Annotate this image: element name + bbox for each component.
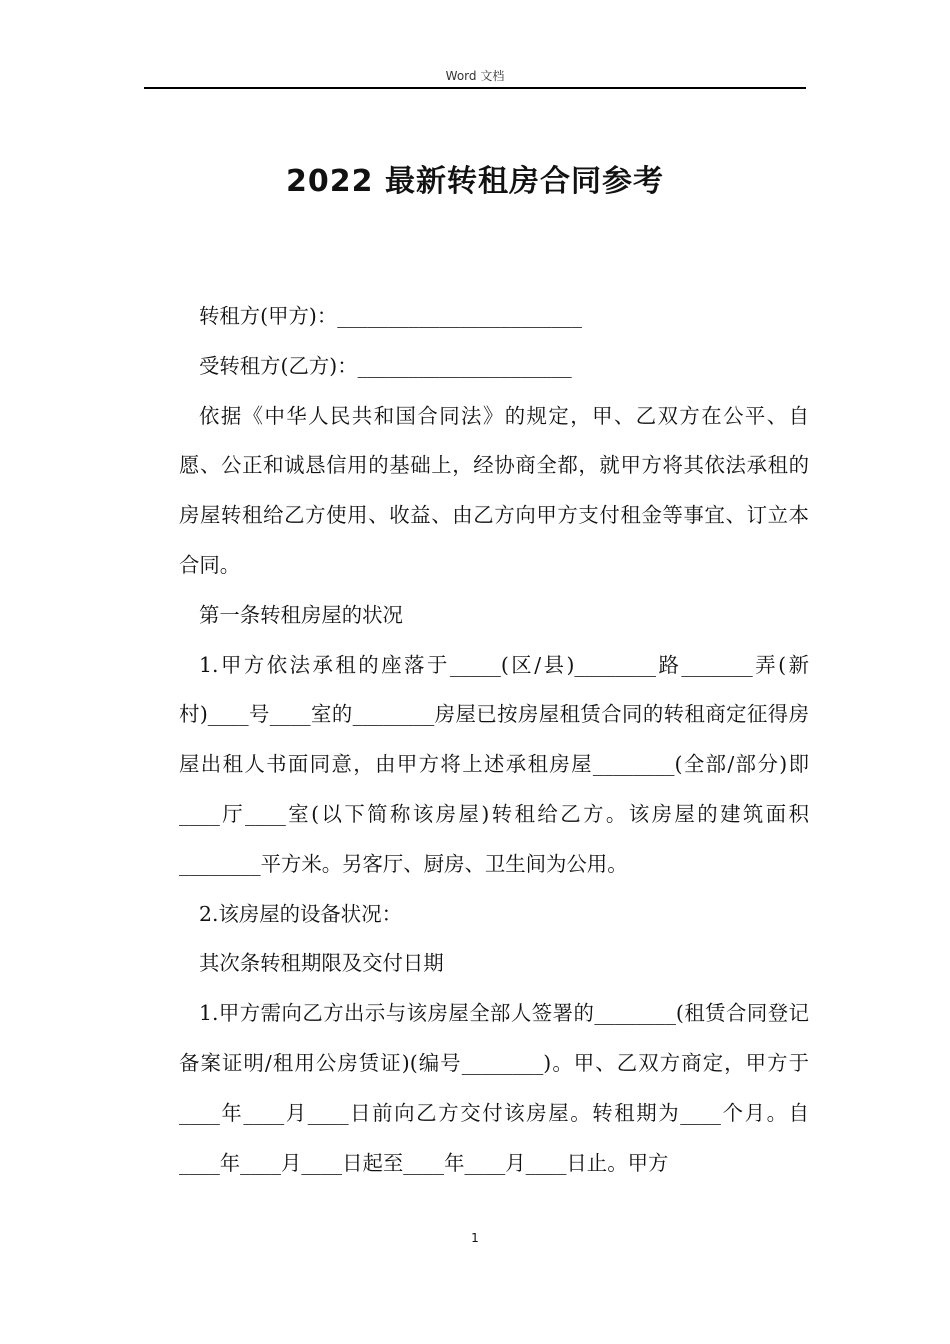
paragraph-article-2-item-1: 1.甲方需向乙方出示与该房屋全部人签署的________(租赁合同登记备案证明/租用公房赁证)(编号________)。甲、乙双方商定，甲方于____年____月____日前向乙方交付该房屋。转租期为____个月。自____年____月____日起至____年____月____日止。甲方 xyxy=(179,1001,809,1175)
paragraph-article-1-item-1: 1.甲方依法承租的座落于_____(区/县)________路_______弄(新村)____号____室的________房屋已按房屋租赁合同的转租商定征得房屋出租人书面同意，由甲方将上述承租房屋________(全部/部分)即____厅____室(以下简称该房屋)转租给乙方。该房屋的建筑面积________平方米。另客厅、厨房、卫生间为公用。 xyxy=(179,652,809,876)
paragraph-sublessee: 受转租方(乙方)：_____________________ xyxy=(199,353,572,378)
paragraph-preamble: 依据《中华人民共和国合同法》的规定，甲、乙双方在公平、自愿、公正和诚恳信用的基础上，经协商全都，就甲方将其依法承租的房屋转租给乙方使用、收益、由乙方向甲方支付租金等事宜、订立本合同。 xyxy=(179,403,809,577)
paragraph-article-1-heading: 第一条转租房屋的状况 xyxy=(199,602,403,627)
page-number: 1 xyxy=(471,1231,479,1245)
paragraph-article-2-heading: 其次条转租期限及交付日期 xyxy=(199,951,444,976)
document-title: 2022 最新转租房合同参考 xyxy=(286,164,664,199)
page-header: Word 文档 xyxy=(445,69,505,83)
paragraph-sublessor: 转租方(甲方)：________________________ xyxy=(199,304,582,328)
document-body xyxy=(179,292,809,1188)
header-divider xyxy=(144,87,806,89)
paragraph-article-1-item-2: 2.该房屋的设备状况： xyxy=(199,901,402,926)
